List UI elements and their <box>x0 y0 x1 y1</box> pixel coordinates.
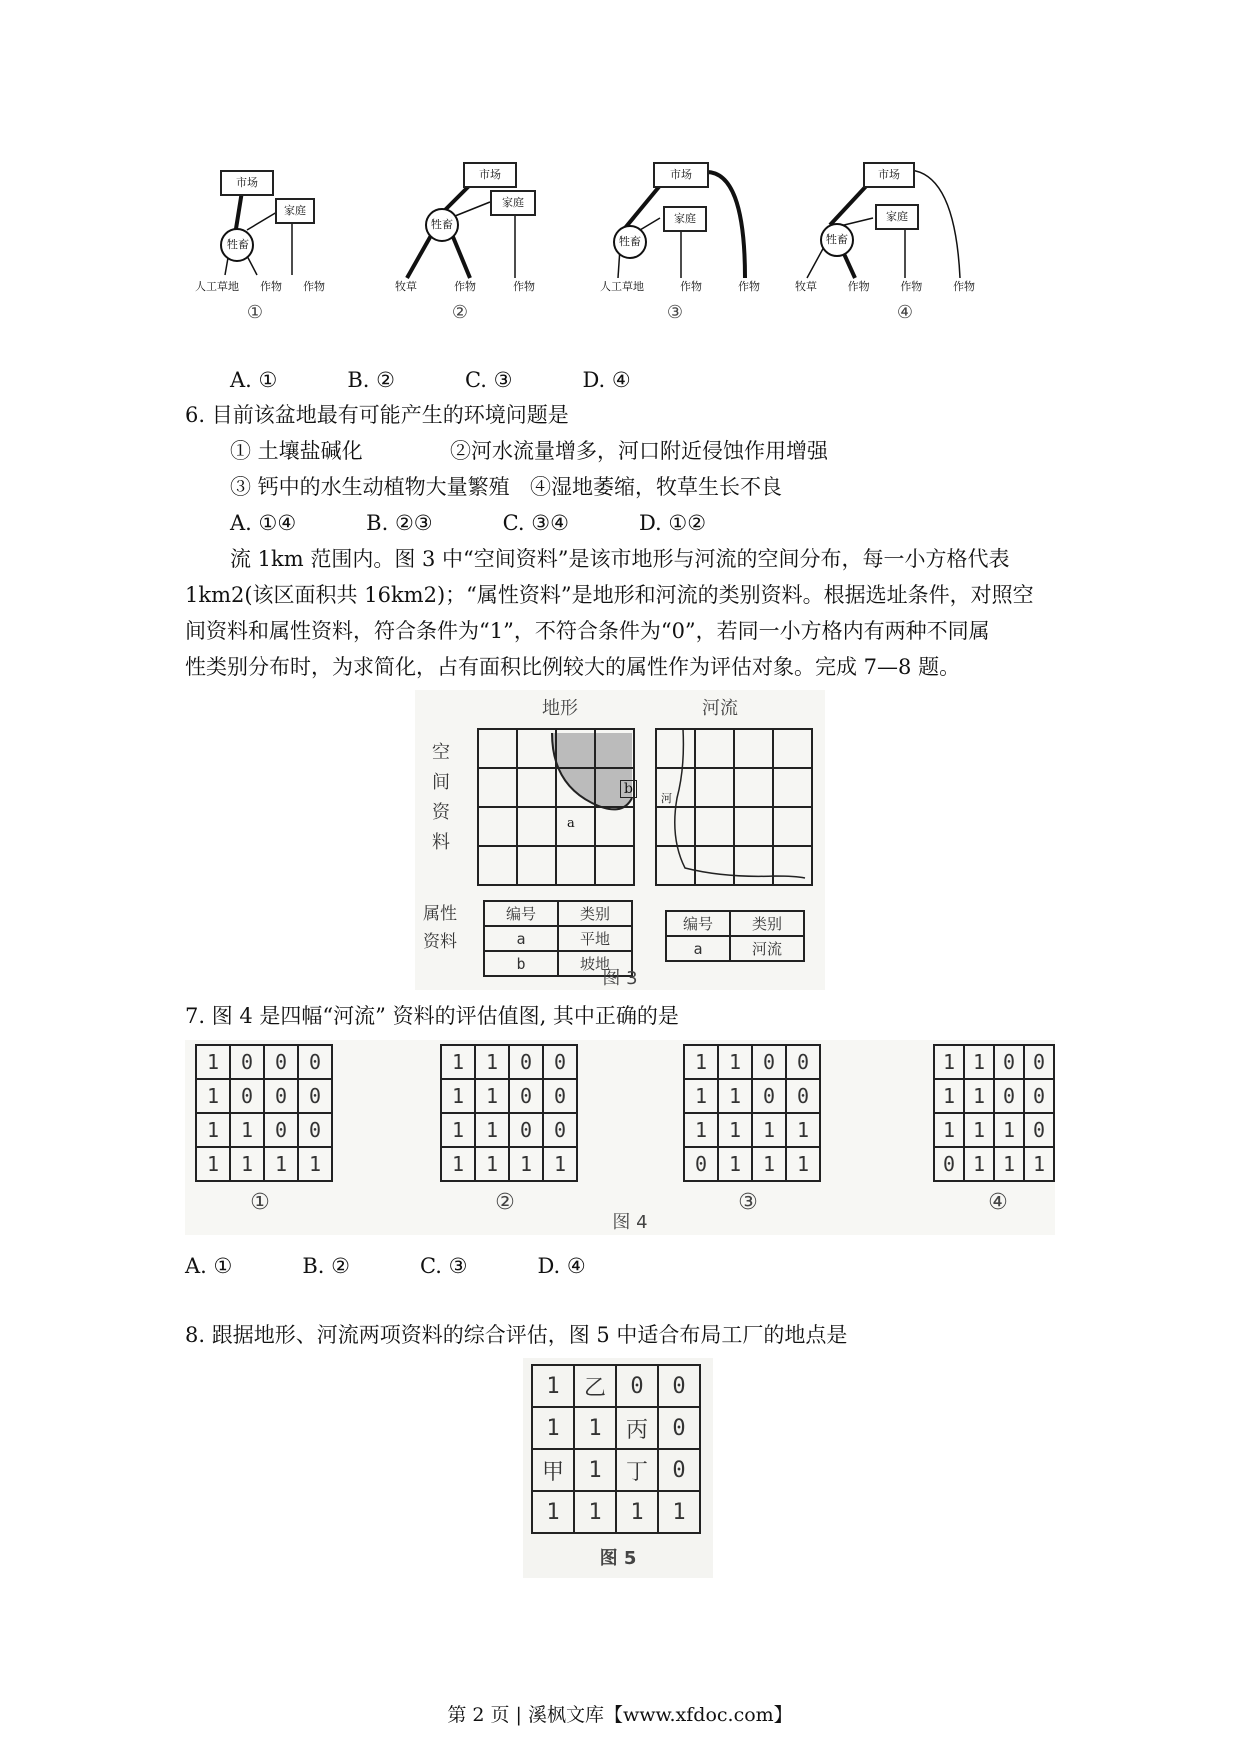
site-cell: 1 <box>532 1365 574 1407</box>
site-cell: 丁 <box>616 1449 658 1491</box>
grid-cell: 0 <box>264 1079 298 1113</box>
site-grid <box>531 1364 701 1534</box>
figure-4-caption: 图 4 <box>612 1212 648 1233</box>
grid-cell: 1 <box>264 1147 298 1181</box>
grid-cell: 0 <box>934 1147 964 1181</box>
site-cell: 乙 <box>574 1365 616 1407</box>
table-cell: 坡地 <box>558 951 632 976</box>
grid-cell: 0 <box>509 1113 543 1147</box>
grid-label: ③ <box>738 1190 758 1215</box>
source-label: 作物 <box>680 280 702 293</box>
grid-cell: 0 <box>752 1045 786 1079</box>
side-char: 属性 <box>423 904 457 924</box>
grid-cell: 1 <box>1024 1147 1054 1181</box>
grid-cell: 0 <box>509 1079 543 1113</box>
source-label: 人工草地 <box>195 280 239 293</box>
panel-label-1: ① <box>246 302 264 323</box>
site-cell: 1 <box>574 1449 616 1491</box>
panel-label-2: ② <box>451 302 469 323</box>
q5-options <box>230 362 701 398</box>
source-label: 作物 <box>303 280 325 293</box>
panel-label-4: ④ <box>896 302 914 323</box>
grid-cell: 1 <box>441 1045 475 1079</box>
livestock-node-4: 牲畜 <box>826 233 848 246</box>
grid-cell: 1 <box>196 1079 230 1113</box>
option-c[interactable]: C. ③ <box>464 368 513 392</box>
grid-cell: 1 <box>752 1113 786 1147</box>
grid-cell: 0 <box>1024 1045 1054 1079</box>
figure-5-caption: 图 5 <box>599 1548 637 1569</box>
evaluation-grid <box>933 1044 1055 1182</box>
grid-cell: 0 <box>509 1045 543 1079</box>
passage-line-1: 流 1km 范围内。图 3 中“空间资料”是该市地形与河流的空间分布，每一小方格代表 <box>230 547 1010 571</box>
market-box-2: 市场 <box>463 162 517 188</box>
terrain-title: 地形 <box>542 698 578 719</box>
site-cell: 1 <box>574 1491 616 1533</box>
table-cell: 平地 <box>558 926 632 951</box>
source-label: 作物 <box>454 280 476 293</box>
figure-4 <box>185 1040 1055 1235</box>
grid-cell: 1 <box>441 1113 475 1147</box>
grid-cell: 1 <box>196 1147 230 1181</box>
side-char: 资 <box>432 802 450 823</box>
grid-cell: 1 <box>934 1079 964 1113</box>
spatial-side-label <box>429 738 453 858</box>
source-label: 作物 <box>952 280 975 293</box>
grid-cell: 1 <box>441 1079 475 1113</box>
grid-cell: 0 <box>230 1079 264 1113</box>
evaluation-grid <box>195 1044 333 1182</box>
grid-cell: 0 <box>1024 1079 1054 1113</box>
option-b[interactable]: B. ② <box>347 368 395 392</box>
option-d[interactable]: D. ④ <box>582 368 631 392</box>
option-b[interactable]: B. ②③ <box>366 511 433 535</box>
terrain-label-b: b <box>620 780 637 798</box>
flow-diagram-row <box>185 160 1095 340</box>
option-d[interactable]: D. ④ <box>537 1254 586 1278</box>
grid-label: ① <box>250 1190 270 1215</box>
q6-stem: 6. 目前该盆地最有可能产生的环境问题是 <box>185 403 569 427</box>
option-a[interactable]: A. ① <box>230 368 278 392</box>
grid-cell: 0 <box>298 1079 332 1113</box>
table-head: 类别 <box>558 901 632 926</box>
passage-line-4: 性类别分布时，为求简化，占有面积比例较大的属性作为评估对象。完成 7—8 题。 <box>185 655 961 679</box>
grid-cell: 0 <box>230 1045 264 1079</box>
table-head: 编号 <box>666 911 730 936</box>
grid-cell: 0 <box>786 1079 820 1113</box>
home-box-2: 家庭 <box>490 190 536 216</box>
livestock-node-1: 牲畜 <box>227 238 249 251</box>
site-cell: 1 <box>658 1491 700 1533</box>
grid-cell: 0 <box>994 1045 1024 1079</box>
source-label: 作物 <box>900 280 923 293</box>
evaluation-grid <box>440 1044 578 1182</box>
side-char: 间 <box>432 772 450 793</box>
grid-cell: 1 <box>475 1045 509 1079</box>
site-cell: 1 <box>574 1407 616 1449</box>
fig5-grid-holder <box>531 1364 701 1534</box>
market-box-3: 市场 <box>653 162 709 188</box>
grid-cell: 1 <box>475 1113 509 1147</box>
grid-cell: 1 <box>298 1147 332 1181</box>
flow-arrows <box>185 160 1095 340</box>
grid-label: ④ <box>988 1190 1008 1215</box>
source-label: 作物 <box>513 280 535 293</box>
source-label: 牧草 <box>795 280 817 293</box>
home-box-3: 家庭 <box>663 206 707 232</box>
grid-cell: 1 <box>475 1147 509 1181</box>
q6-options <box>230 505 776 541</box>
grid-cell: 1 <box>230 1147 264 1181</box>
passage-line-3: 间资料和属性资料，符合条件为“1”，不符合条件为“0”，若同一小方格内有两种不同属 <box>185 619 990 643</box>
site-cell: 1 <box>532 1407 574 1449</box>
grid-cell: 1 <box>475 1079 509 1113</box>
source-label: 牧草 <box>395 280 417 293</box>
grid-cell: 1 <box>752 1147 786 1181</box>
site-cell: 0 <box>658 1365 700 1407</box>
grid-label: ② <box>495 1190 515 1215</box>
source-label: 作物 <box>738 280 760 293</box>
grid-cell: 0 <box>298 1113 332 1147</box>
q6-item-3: ③ 钙中的水生动植物大量繁殖 <box>230 475 510 499</box>
grid-cell: 1 <box>196 1113 230 1147</box>
option-a[interactable]: A. ①④ <box>230 511 297 535</box>
river-label: 河 <box>661 792 672 805</box>
source-label: 人工草地 <box>600 280 644 293</box>
side-char: 空 <box>432 742 450 763</box>
q7-stem: 7. 图 4 是四幅“河流” 资料的评估值图, 其中正确的是 <box>185 1004 679 1028</box>
side-char: 资料 <box>423 932 457 952</box>
table-cell: b <box>484 951 558 976</box>
livestock-node-2: 牲畜 <box>431 218 453 231</box>
grid-cell: 1 <box>509 1147 543 1181</box>
passage-line-2: 1km2(该区面积共 16km2)；“属性资料”是地形和河流的类别资料。根据选址条件，对照空 <box>185 583 1034 607</box>
grid-cell: 1 <box>196 1045 230 1079</box>
grid-cell: 0 <box>1024 1113 1054 1147</box>
side-char: 料 <box>432 832 450 853</box>
table-cell: a <box>666 936 730 961</box>
grid-cell: 0 <box>994 1079 1024 1113</box>
livestock-node-3: 牲畜 <box>619 235 641 248</box>
evaluation-grid <box>683 1044 821 1182</box>
grid-cell: 0 <box>543 1113 577 1147</box>
table-cell: a <box>484 926 558 951</box>
option-c[interactable]: C. ③ <box>419 1254 468 1278</box>
q6-item-1: ① 土壤盐碱化 <box>230 439 363 463</box>
grid-cell: 1 <box>718 1079 752 1113</box>
site-cell: 0 <box>616 1365 658 1407</box>
q6-item-2: ②河水流量增多，河口附近侵蚀作用增强 <box>450 439 828 463</box>
home-box-1: 家庭 <box>275 198 315 224</box>
grid-cell: 1 <box>994 1113 1024 1147</box>
grid-cell: 1 <box>964 1079 994 1113</box>
option-a[interactable]: A. ① <box>185 1254 233 1278</box>
site-cell: 1 <box>616 1491 658 1533</box>
grid-cell: 1 <box>994 1147 1024 1181</box>
figure-3-caption: 图 3 <box>602 968 638 989</box>
grid-cell: 1 <box>718 1045 752 1079</box>
q6-item-4: ④湿地萎缩，牧草生长不良 <box>530 475 782 499</box>
figure-3 <box>415 690 825 990</box>
page-footer: 第 2 页 | 溪枫文库【www.xfdoc.com】 <box>447 1704 793 1726</box>
table-head: 编号 <box>484 901 558 926</box>
grid-cell: 1 <box>964 1045 994 1079</box>
terrain-grid <box>477 728 637 888</box>
grid-cell: 0 <box>786 1045 820 1079</box>
grid-cell: 1 <box>786 1113 820 1147</box>
q7-options <box>185 1248 656 1284</box>
market-box-1: 市场 <box>220 170 274 196</box>
grid-cell: 1 <box>964 1147 994 1181</box>
grid-cell: 0 <box>543 1079 577 1113</box>
market-box-4: 市场 <box>863 162 915 188</box>
terrain-label-a: a <box>567 816 575 831</box>
river-title: 河流 <box>702 698 738 719</box>
grid-cell: 0 <box>752 1079 786 1113</box>
grid-cell: 1 <box>934 1113 964 1147</box>
option-b[interactable]: B. ② <box>302 1254 350 1278</box>
source-label: 作物 <box>847 280 870 293</box>
grid-cell: 1 <box>964 1113 994 1147</box>
grid-cell: 0 <box>264 1113 298 1147</box>
grid-cell: 1 <box>934 1045 964 1079</box>
site-cell: 1 <box>532 1491 574 1533</box>
site-cell: 甲 <box>532 1449 574 1491</box>
table-head: 类别 <box>730 911 804 936</box>
grid-cell: 1 <box>718 1147 752 1181</box>
option-c[interactable]: C. ③④ <box>502 511 569 535</box>
grid-cell: 1 <box>684 1079 718 1113</box>
attr-table-river <box>665 910 805 962</box>
river-grid <box>655 728 815 888</box>
home-box-4: 家庭 <box>875 204 919 230</box>
attr-side-label <box>423 900 457 956</box>
site-cell: 0 <box>658 1407 700 1449</box>
grid-cell: 0 <box>264 1045 298 1079</box>
grid-cell: 1 <box>786 1147 820 1181</box>
site-cell: 0 <box>658 1449 700 1491</box>
grid-cell: 1 <box>684 1113 718 1147</box>
figure-5 <box>523 1358 713 1578</box>
table-cell: 河流 <box>730 936 804 961</box>
panel-label-3: ③ <box>666 302 684 323</box>
q8-stem: 8. 跟据地形、河流两项资料的综合评估，图 5 中适合布局工厂的地点是 <box>185 1323 848 1347</box>
grid-cell: 1 <box>230 1113 264 1147</box>
grid-cell: 1 <box>543 1147 577 1181</box>
grid-cell: 0 <box>684 1147 718 1181</box>
grid-cell: 0 <box>543 1045 577 1079</box>
grid-cell: 0 <box>298 1045 332 1079</box>
grid-cell: 1 <box>441 1147 475 1181</box>
grid-cell: 1 <box>684 1045 718 1079</box>
grid-cell: 1 <box>718 1113 752 1147</box>
source-label: 作物 <box>260 280 282 293</box>
option-d[interactable]: D. ①② <box>638 511 707 535</box>
site-cell: 丙 <box>616 1407 658 1449</box>
